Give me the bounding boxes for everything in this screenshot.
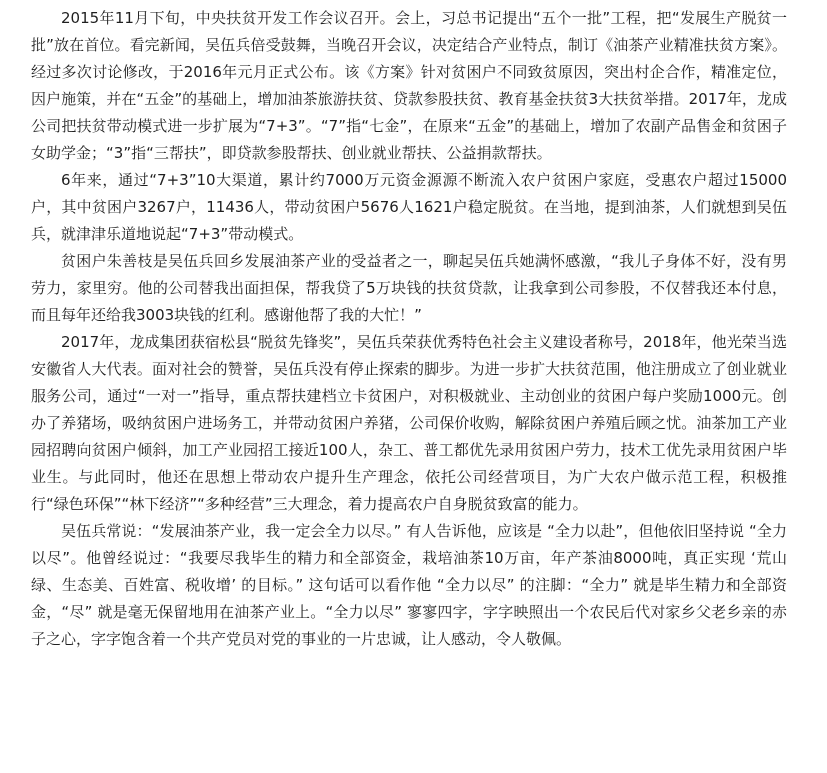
paragraph: 6年来，通过“7+3”10大渠道，累计约7000万元资金源源不断流入农户贫困户家庭，受惠农户超过15000户，其中贫困户3267户，11436人，带动贫困户5676人1621户稳定脱贫。在当地，提到油茶，人们就想到吴伍兵，就津津乐道地说起“7+3”带动模式。 [31,171,787,243]
paragraph: 吴伍兵常说：“发展油茶产业，我一定会全力以尽。” 有人告诉他，应该是 “全力以赴”，但他依旧坚持说 “全力以尽”。他曾经说过：“我要尽我毕生的精力和全部资金，栽培油茶10万亩，年产茶油8000吨，真正实现 ‘荒山绿、生态美、百姓富、税收增’ 的目标。” 这句话可以看作他 “全力以尽” 的注脚：“全力” 就是毕生精力和全部资金，“尽” 就是毫无保留地用在油茶产业上。“全力以尽” 寥寥四字，字字映照出一个农民后代对家乡父老乡亲的赤子之心，字字饱含着一个共产党员对党的事业的一片忠诚，让人感动，令人敬佩。 [31,522,787,648]
paragraph: 贫困户朱善枝是吴伍兵回乡发展油茶产业的受益者之一，聊起吴伍兵她满怀感激，“我儿子身体不好，没有男劳力，家里穷。他的公司替我出面担保，帮我贷了5万块钱的扶贫贷款，让我拿到公司参股，不仅替我还本付息，而且每年还给我3003块钱的红利。感谢他帮了我的大忙！” [31,252,787,324]
paragraph: 2017年，龙成集团获宿松县“脱贫先锋奖”，吴伍兵荣获优秀特色社会主义建设者称号，2018年，他光荣当选安徽省人大代表。面对社会的赞誉，吴伍兵没有停止探索的脚步。为进一步扩大扶贫范围，他注册成立了创业就业服务公司，通过“一对一”指导，重点帮扶建档立卡贫困户，对积极就业、主动创业的贫困户每户奖励1000元。创办了养猪场，吸纳贫困户进场务工，并带动贫困户养猪，公司保价收购，解除贫困户养殖后顾之忧。油茶加工产业园招聘向贫困户倾斜，加工产业园招工接近100人，杂工、普工都优先录用贫困户劳力，技术工优先录用贫困户毕业生。与此同时，他还在思想上带动农户提升生产理念，依托公司经营项目，为广大农户做示范工程，积极推行“绿色环保”“林下经济”“多种经营”三大理念，着力提高农户自身脱贫致富的能力。 [31,333,787,513]
article-body [31,5,787,653]
paragraph: 2015年11月下旬，中央扶贫开发工作会议召开。会上，习总书记提出“五个一批”工程，把“发展生产脱贫一批”放在首位。看完新闻，吴伍兵倍受鼓舞，当晚召开会议，决定结合产业特点，制订《油茶产业精准扶贫方案》。经过多次讨论修改，于2016年元月正式公布。该《方案》针对贫困户不同致贫原因，突出村企合作，精准定位，因户施策，并在“五金”的基础上，增加油茶旅游扶贫、贷款参股扶贫、教育基金扶贫3大扶贫举措。2017年，龙成公司把扶贫带动模式进一步扩展为“7+3”。“7”指“七金”，在原来“五金”的基础上，增加了农副产品售金和贫困子女助学金；“3”指“三帮扶”，即贷款参股帮扶、创业就业帮扶、公益捐款帮扶。 [31,9,787,162]
